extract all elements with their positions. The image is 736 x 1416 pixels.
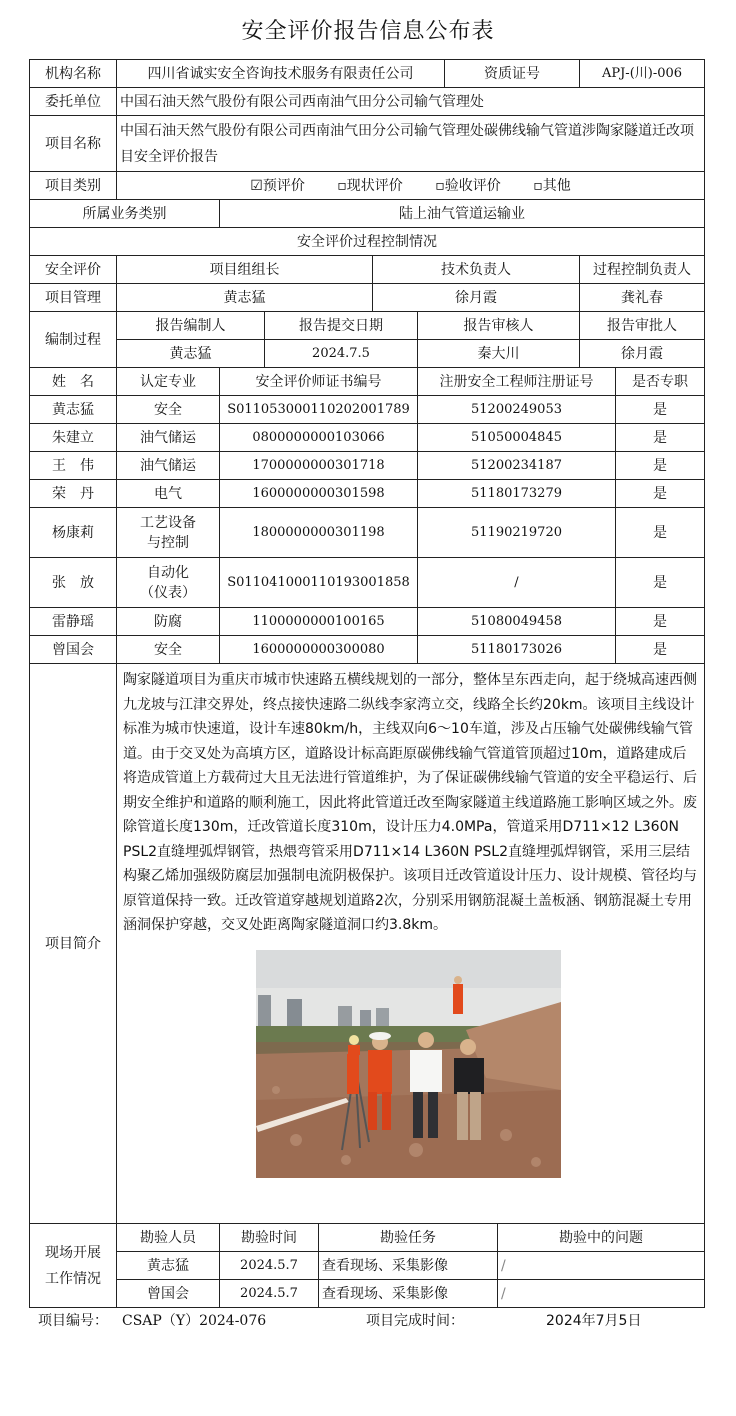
- survey-header-issue: 勘验中的问题: [498, 1224, 705, 1252]
- staff-cert: 1700000000301718: [220, 452, 418, 480]
- survey-person: 黄志猛: [117, 1252, 220, 1280]
- survey-label: [30, 1224, 117, 1308]
- compile-value-approver: 徐月霞: [580, 340, 705, 368]
- client-label: 委托单位: [30, 88, 117, 116]
- staff-reg: 51180173026: [418, 636, 616, 664]
- staff-header-full: 是否专职: [616, 368, 705, 396]
- staff-name: 朱建立: [30, 424, 117, 452]
- completion-label: 项目完成时间：: [366, 1313, 464, 1329]
- compile-value-reviewer: 秦大川: [418, 340, 580, 368]
- table-row: [30, 424, 705, 452]
- survey-task: 查看现场、采集影像: [319, 1280, 498, 1308]
- mgmt-header-tech: 技术负责人: [373, 256, 580, 284]
- table-row: [30, 480, 705, 508]
- staff-major: 安全: [117, 396, 220, 424]
- staff-major-line1: 自动化: [147, 564, 189, 581]
- survey-label-line1: 现场开展: [45, 1244, 101, 1261]
- completion-value: 2024年7月5日: [546, 1313, 642, 1329]
- survey-issue: /: [498, 1280, 705, 1308]
- staff-header-cert: 安全评价师证书编号: [220, 368, 418, 396]
- staff-reg: 51050004845: [418, 424, 616, 452]
- business-value: 陆上油气管道运输业: [220, 200, 705, 228]
- table-row: [30, 608, 705, 636]
- staff-cert: 1600000000301598: [220, 480, 418, 508]
- staff-cert: 1100000000100165: [220, 608, 418, 636]
- staff-major: 油气储运: [117, 424, 220, 452]
- staff-full: 是: [616, 636, 705, 664]
- survey-issue: /: [498, 1252, 705, 1280]
- business-label: 所属业务类别: [30, 200, 220, 228]
- project-number-label: 项目编号：: [38, 1313, 108, 1329]
- compile-header-reviewer: 报告审核人: [418, 312, 580, 340]
- staff-cert: 1800000000301198: [220, 508, 418, 558]
- table-row: [30, 508, 705, 558]
- process-title: 安全评价过程控制情况: [30, 228, 705, 256]
- info-table: [29, 59, 705, 1308]
- table-row: [30, 1280, 705, 1308]
- staff-name: 曾国会: [30, 636, 117, 664]
- staff-major-line2: 与控制: [147, 534, 189, 551]
- cert-label: 资质证号: [445, 60, 580, 88]
- compile-header-approver: 报告审批人: [580, 312, 705, 340]
- staff-header-reg: 注册安全工程师注册证号: [418, 368, 616, 396]
- management-label-line2: 项目管理: [30, 284, 117, 312]
- staff-name: 张 放: [30, 558, 117, 608]
- staff-name: 荣 丹: [30, 480, 117, 508]
- org-value: 四川省诚实安全咨询技术服务有限责任公司: [117, 60, 445, 88]
- management-label-line1: 安全评价: [30, 256, 117, 284]
- survey-label-line2: 工作情况: [45, 1270, 101, 1287]
- mgmt-value-leader: 黄志猛: [117, 284, 373, 312]
- summary-text: 陶家隧道项目为重庆市城市快速路五横线规划的一部分，整体呈东西走向，起于绕城高速西侧九龙坡与江津交界处，终点接快速路二纵线李家湾立交，线路全长约20km。该项目主线设计标准为城市快速道，设计车速80km/h，主线双向6～10车道，涉及占压输气处碳佛线输气管道。由于交叉处为高填方区，道路设计标高距原碳佛线输气管道管顶超过10m，道路建成后将造成管道上方载荷过大且无法进行管道维护，为了保证碳佛线输气管道的安全平稳运行、后期安全维护和道路的顺利施工，因此将此管道迁改至陶家隧道主线道路施工影响区域之外。废除管道长度130m，迁改管道长度310m，设计压力4.0MPa，管道采用D711×12 L360N PSL2直缝埋弧焊钢管，热煨弯管采用D711×14 L360N PSL2直缝埋弧焊钢管，采用三层结构聚乙烯加强级防腐层加强制电流阴极保护。该项目迁改管道设计压力、设计规模、管径均与原管道保持一致。迁改管道穿越规划道路2次，分别采用钢筋混凝土盖板涵、钢筋混凝土专用涵洞保护穿越，交叉处距离陶家隧道洞口约3.8km。: [123, 672, 697, 933]
- staff-cert: 1600000000300080: [220, 636, 418, 664]
- summary-label: 项目简介: [30, 664, 117, 1224]
- staff-full: 是: [616, 558, 705, 608]
- staff-major: [117, 508, 220, 558]
- staff-header-name: 姓 名: [30, 368, 117, 396]
- compile-header-date: 报告提交日期: [265, 312, 418, 340]
- staff-full: 是: [616, 452, 705, 480]
- survey-time: 2024.5.7: [220, 1252, 319, 1280]
- client-value: 中国石油天然气股份有限公司西南油气田分公司输气管理处: [117, 88, 705, 116]
- mgmt-header-process: 过程控制负责人: [580, 256, 705, 284]
- compile-label: 编制过程: [30, 312, 117, 368]
- staff-header-major: 认定专业: [117, 368, 220, 396]
- cert-value: APJ-(川)-006: [580, 60, 705, 88]
- site-photo-image: [256, 950, 561, 1178]
- staff-major-line1: 工艺设备: [140, 514, 196, 531]
- category-label: 项目类别: [30, 172, 117, 200]
- staff-full: 是: [616, 508, 705, 558]
- checkbox-pre-eval[interactable]: ☑预评价: [250, 177, 305, 194]
- staff-name: 王 伟: [30, 452, 117, 480]
- staff-major-line2: （仪表）: [140, 584, 196, 601]
- staff-reg: 51180173279: [418, 480, 616, 508]
- site-photo: [256, 950, 561, 1178]
- staff-cert: S011041000110193001858: [220, 558, 418, 608]
- mgmt-value-tech: 徐月霞: [373, 284, 580, 312]
- survey-header-person: 勘验人员: [117, 1224, 220, 1252]
- staff-major: 安全: [117, 636, 220, 664]
- staff-reg: 51190219720: [418, 508, 616, 558]
- project-number-value: CSAP（Y）2024-076: [122, 1313, 267, 1329]
- project-value: 中国石油天然气股份有限公司西南油气田分公司输气管理处碳佛线输气管道涉陶家隧道迁改项目安全评价报告: [117, 116, 705, 172]
- compile-value-date: 2024.7.5: [265, 340, 418, 368]
- checkbox-other[interactable]: ▫其他: [533, 177, 571, 194]
- staff-name: 黄志猛: [30, 396, 117, 424]
- survey-person: 曾国会: [117, 1280, 220, 1308]
- staff-major: 电气: [117, 480, 220, 508]
- staff-major: 防腐: [117, 608, 220, 636]
- checkbox-acceptance-eval[interactable]: ▫验收评价: [435, 177, 501, 194]
- staff-major: [117, 558, 220, 608]
- category-options: [117, 172, 705, 200]
- staff-name: 杨康莉: [30, 508, 117, 558]
- org-label: 机构名称: [30, 60, 117, 88]
- staff-full: 是: [616, 608, 705, 636]
- project-label: 项目名称: [30, 116, 117, 172]
- staff-reg: 51200249053: [418, 396, 616, 424]
- staff-full: 是: [616, 480, 705, 508]
- table-row: [30, 452, 705, 480]
- survey-task: 查看现场、采集影像: [319, 1252, 498, 1280]
- compile-value-author: 黄志猛: [117, 340, 265, 368]
- survey-header-time: 勘验时间: [220, 1224, 319, 1252]
- staff-full: 是: [616, 396, 705, 424]
- staff-full: 是: [616, 424, 705, 452]
- staff-reg: 51200234187: [418, 452, 616, 480]
- staff-major: 油气储运: [117, 452, 220, 480]
- summary-cell: [117, 664, 705, 1224]
- mgmt-value-process: 龚礼春: [580, 284, 705, 312]
- table-row: [30, 636, 705, 664]
- table-row: [30, 558, 705, 608]
- staff-name: 雷静瑶: [30, 608, 117, 636]
- staff-cert: 0800000000103066: [220, 424, 418, 452]
- table-row: [30, 1252, 705, 1280]
- survey-header-task: 勘验任务: [319, 1224, 498, 1252]
- table-row: [30, 396, 705, 424]
- survey-time: 2024.5.7: [220, 1280, 319, 1308]
- staff-cert: S011053000110202001789: [220, 396, 418, 424]
- staff-reg: /: [418, 558, 616, 608]
- page-title: 安全评价报告信息公布表: [241, 19, 495, 44]
- mgmt-header-leader: 项目组组长: [117, 256, 373, 284]
- staff-reg: 51080049458: [418, 608, 616, 636]
- compile-header-author: 报告编制人: [117, 312, 265, 340]
- checkbox-current-eval[interactable]: ▫现状评价: [337, 177, 403, 194]
